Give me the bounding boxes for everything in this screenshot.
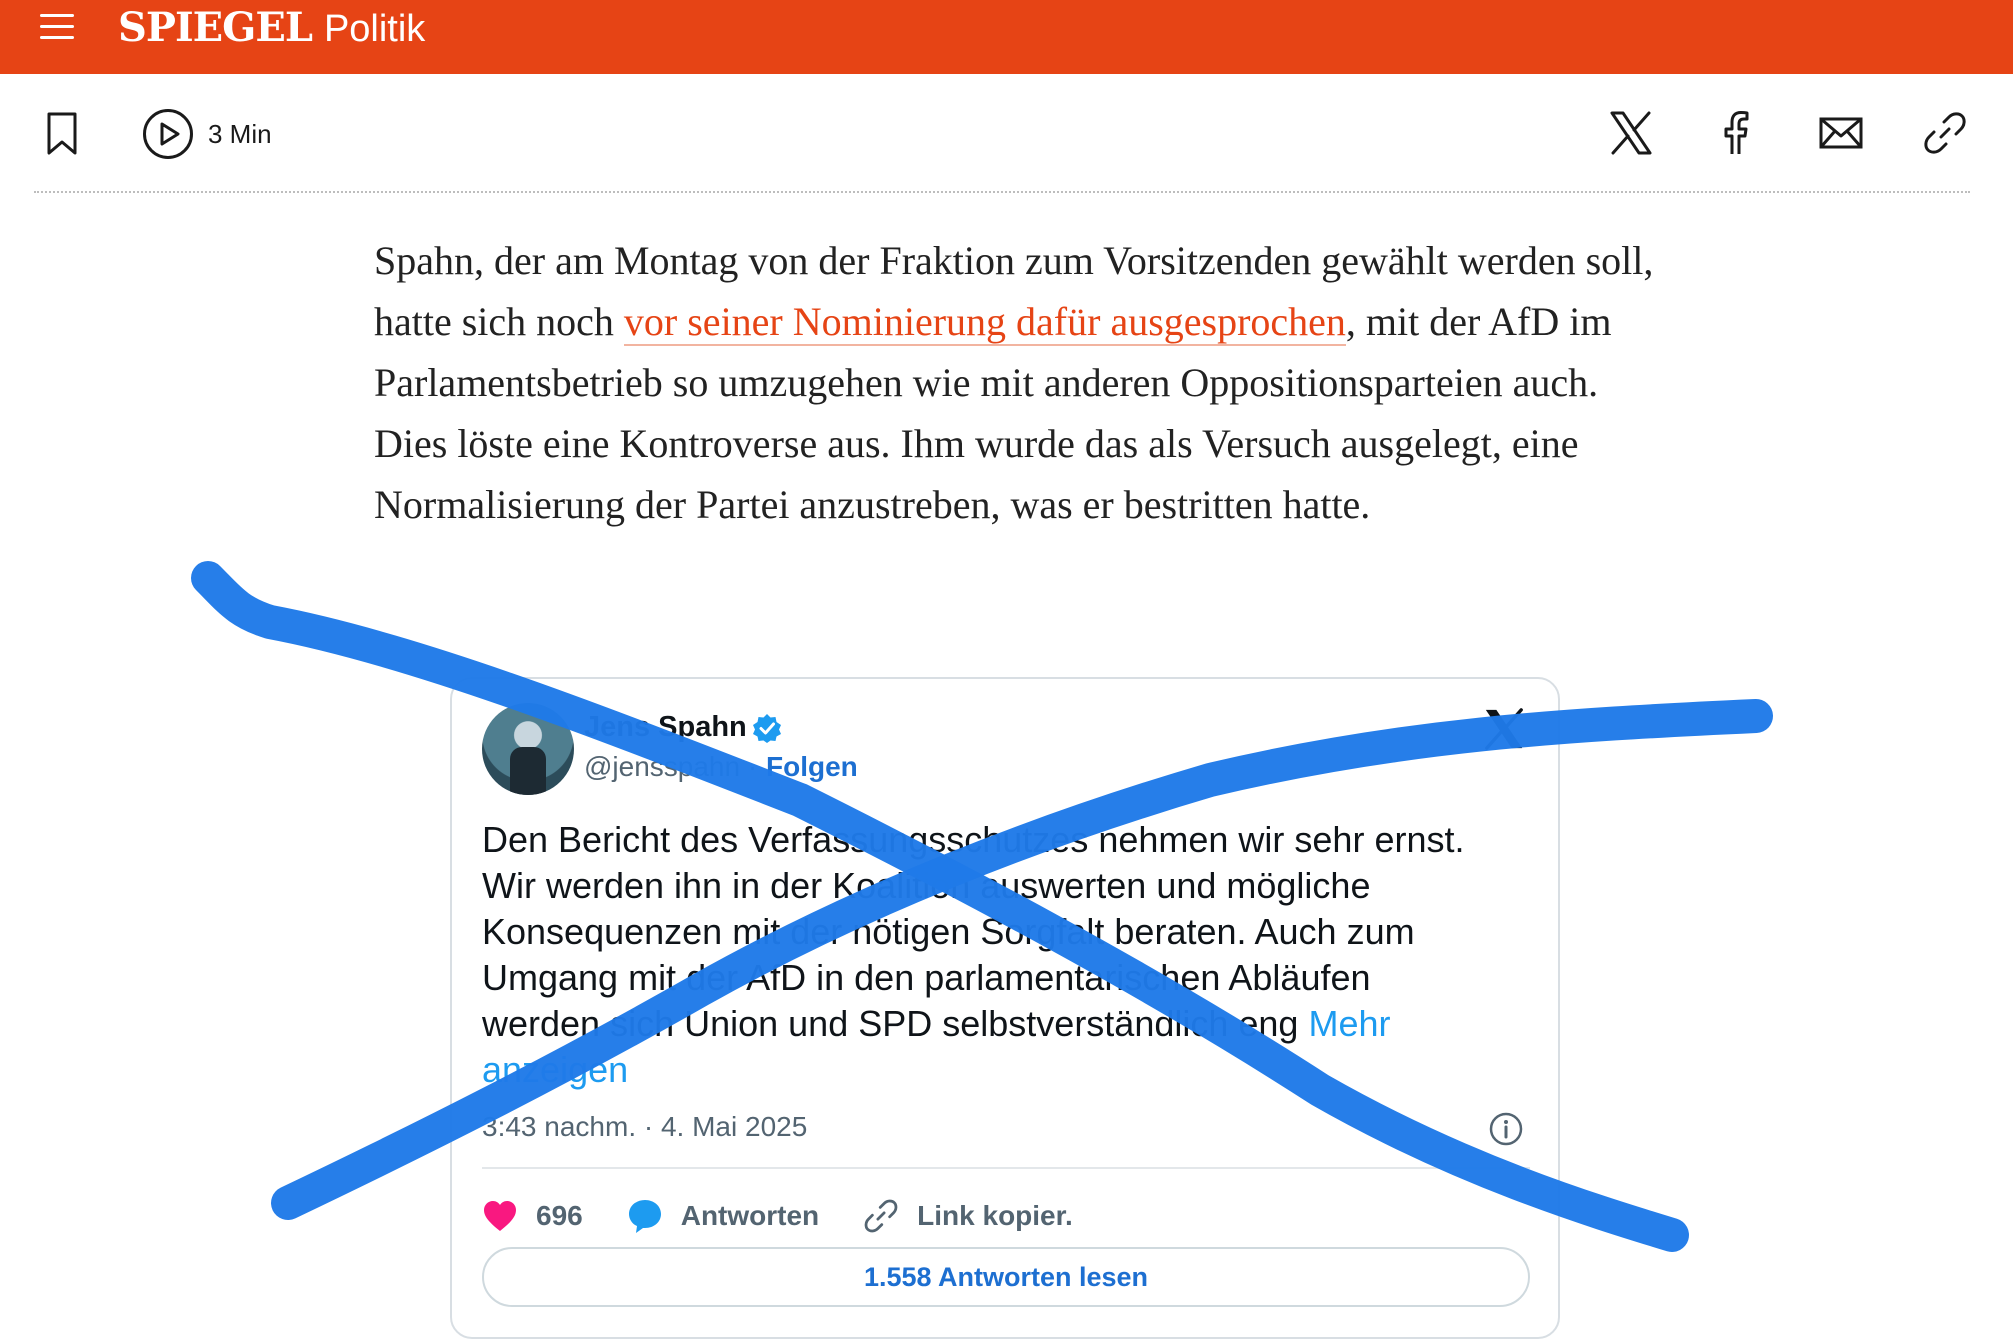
show-more-link[interactable]: Mehr anzeigen <box>482 1003 1391 1090</box>
tweet-divider <box>482 1167 1530 1169</box>
article-text-start: Spahn, der am Montag von der Fraktion zum Vorsitzenden gewählt werden soll, hatte sich noch <box>374 238 1654 344</box>
tweet-handle[interactable] <box>584 751 757 783</box>
link-icon[interactable] <box>1922 110 1968 156</box>
copy-link-button[interactable] <box>863 1198 1073 1234</box>
follow-button[interactable]: Folgen <box>766 751 858 782</box>
article-text-end: , mit der AfD im Parlamentsbetrieb so umzugehen wie mit anderen Oppositionsparteien auch. Dies löste eine Kontroverse aus. Ihm wurde das als Versuch ausgelegt, eine Normalisierung der Partei anzustreben, was er bestritten hatte. <box>374 299 1612 527</box>
tweet-author-name[interactable]: Jens Spahn <box>584 711 747 743</box>
toolbar-divider <box>34 191 1970 193</box>
like-button[interactable] <box>482 1199 583 1233</box>
menu-icon[interactable] <box>40 14 74 40</box>
article-toolbar <box>0 74 2013 194</box>
tweet-handle-text[interactable]: @jensspahn <box>584 751 741 782</box>
verified-badge-icon <box>752 713 782 743</box>
brand[interactable] <box>118 4 426 51</box>
tweet-actions <box>482 1191 1117 1241</box>
section-label[interactable]: Politik <box>323 8 426 50</box>
tweet-text <box>482 817 1482 1093</box>
x-logo-icon[interactable] <box>1608 110 1654 156</box>
read-replies-button[interactable]: 1.558 Antworten lesen <box>482 1247 1530 1307</box>
avatar[interactable] <box>482 703 574 795</box>
mail-icon[interactable] <box>1818 110 1864 156</box>
site-header <box>0 0 2013 74</box>
like-count: 696 <box>536 1200 583 1231</box>
handle-separator: · <box>747 751 758 782</box>
facebook-icon[interactable] <box>1712 110 1758 156</box>
play-icon <box>142 108 194 160</box>
listen-button[interactable] <box>142 108 272 160</box>
heart-icon <box>482 1199 518 1233</box>
bookmark-icon[interactable] <box>46 112 78 156</box>
reply-bubble-icon <box>627 1198 663 1234</box>
article-paragraph <box>374 230 1654 535</box>
x-logo-icon[interactable] <box>1482 707 1526 751</box>
nomination-link[interactable]: vor seiner Nominierung dafür ausgesprochen <box>623 299 1346 344</box>
listen-duration: 3 Min <box>208 118 272 149</box>
brand-logo[interactable]: SPIEGEL <box>118 4 312 51</box>
reply-button[interactable] <box>627 1198 819 1234</box>
embedded-tweet <box>450 677 1560 1339</box>
link-icon <box>863 1198 899 1234</box>
tweet-body: Den Bericht des Verfassungsschutzes nehmen wir sehr ernst. Wir werden ihn in der Koalition auswerten und mögliche Konsequenzen mit der nötigen Sorgfalt beraten. Auch zum Umgang mit der AfD in den parlamentarischen Abläufen werden sich Union und SPD selbstverständlich eng <box>482 819 1465 1044</box>
reply-label: Antworten <box>680 1200 820 1231</box>
tweet-timestamp[interactable]: 3:43 nachm. · 4. Mai 2025 <box>482 1111 808 1142</box>
copy-link-label: Link kopier. <box>917 1200 1073 1231</box>
info-icon[interactable] <box>1488 1111 1524 1147</box>
